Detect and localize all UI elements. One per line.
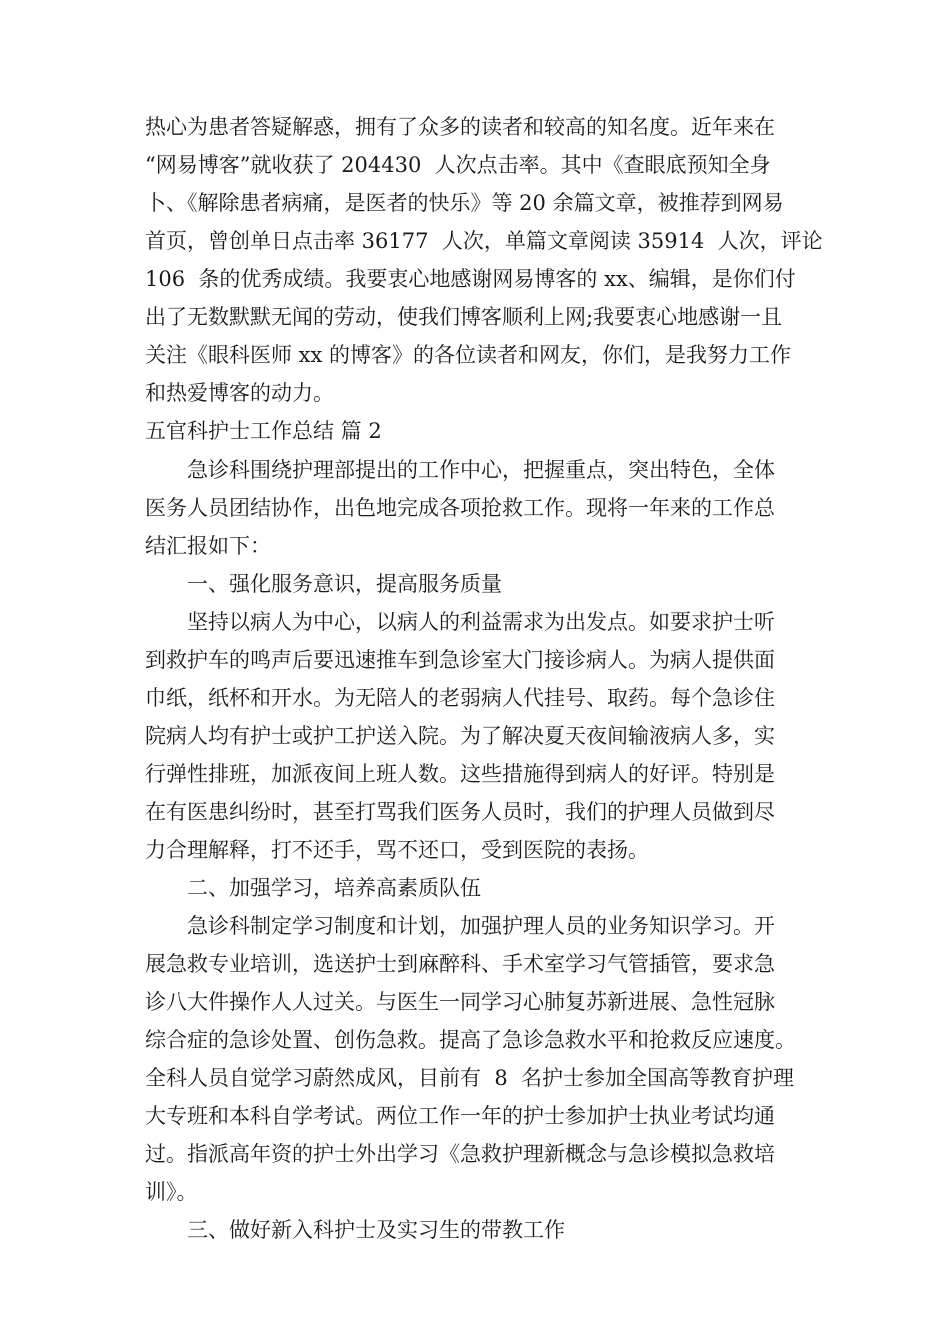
text-line: 结汇报如下：: [145, 534, 271, 558]
text-line: 综合症的急诊处置、创伤急救。提高了急诊急救水平和抢救反应速度。: [145, 1028, 796, 1052]
text-line: 院病人均有护士或护工护送入院。为了解决夏天夜间输液病人多，实: [145, 724, 775, 748]
text-line: 训》。: [145, 1180, 198, 1204]
text-line: 三、做好新入科护士及实习生的带教工作: [187, 1218, 565, 1242]
text-line: 大专班和本科自学考试。两位工作一年的护士参加护士执业考试均通: [145, 1104, 775, 1128]
section-heading: 五官科护士工作总结 篇 2: [145, 419, 382, 443]
text-line: 力合理解释，打不还手，骂不还口，受到医院的表扬。: [145, 838, 649, 862]
text-line: 一、强化服务意识，提高服务质量: [187, 572, 502, 596]
text-line: 热心为患者答疑解惑，拥有了众多的读者和较高的知名度。近年来在: [145, 115, 775, 139]
text-line: 急诊科围绕护理部提出的工作中心，把握重点，突出特色，全体: [187, 458, 775, 482]
text-line: 诊八大件操作人人过关。与医生一同学习心肺复苏新进展、急性冠脉: [145, 990, 775, 1014]
text-line: 展急救专业培训，选送护士到麻醉科、手术室学习气管插管，要求急: [145, 952, 775, 976]
text-line: 行弹性排班，加派夜间上班人数。这些措施得到病人的好评。特别是: [145, 762, 775, 786]
text-line: 巾纸，纸杯和开水。为无陪人的老弱病人代挂号、取药。每个急诊住: [145, 686, 775, 710]
text-line: 首页，曾创单日点击率 36177 人次，单篇文章阅读 35914 人次，评论: [145, 229, 823, 253]
text-line: 关注《眼科医师 xx 的博客》的各位读者和网友，你们，是我努力工作: [145, 343, 792, 367]
text-line: 106 条的优秀成绩。我要衷心地感谢网易博客的 xx、编辑，是你们付: [145, 267, 796, 291]
text-line: 到救护车的鸣声后要迅速推车到急诊室大门接诊病人。为病人提供面: [145, 648, 775, 672]
text-line: 全科人员自觉学习蔚然成风，目前有 8 名护士参加全国高等教育护理: [145, 1066, 795, 1090]
text-line: 二、加强学习，培养高素质队伍: [187, 876, 481, 900]
text-line: 过。指派高年资的护士外出学习《急救护理新概念与急诊模拟急救培: [145, 1142, 775, 1166]
text-line: “网易博客”就收获了 204430 人次点击率。其中《查眼底预知全身: [145, 153, 771, 177]
text-line: 医务人员团结协作，出色地完成各项抢救工作。现将一年来的工作总: [145, 496, 775, 520]
text-line: 坚持以病人为中心，以病人的利益需求为出发点。如要求护士听: [187, 610, 775, 634]
text-line: 出了无数默默无闻的劳动，使我们博客顺利上网;我要衷心地感谢一且: [145, 305, 783, 329]
text-line: 在有医患纠纷时，甚至打骂我们医务人员时，我们的护理人员做到尽: [145, 800, 775, 824]
text-line: 卜、《解除患者病痛，是医者的快乐》等 20 余篇文章，被推荐到网易: [145, 191, 784, 215]
text-line: 和热爱博客的动力。: [145, 381, 334, 405]
text-line: 急诊科制定学习制度和计划，加强护理人员的业务知识学习。开: [187, 914, 775, 938]
